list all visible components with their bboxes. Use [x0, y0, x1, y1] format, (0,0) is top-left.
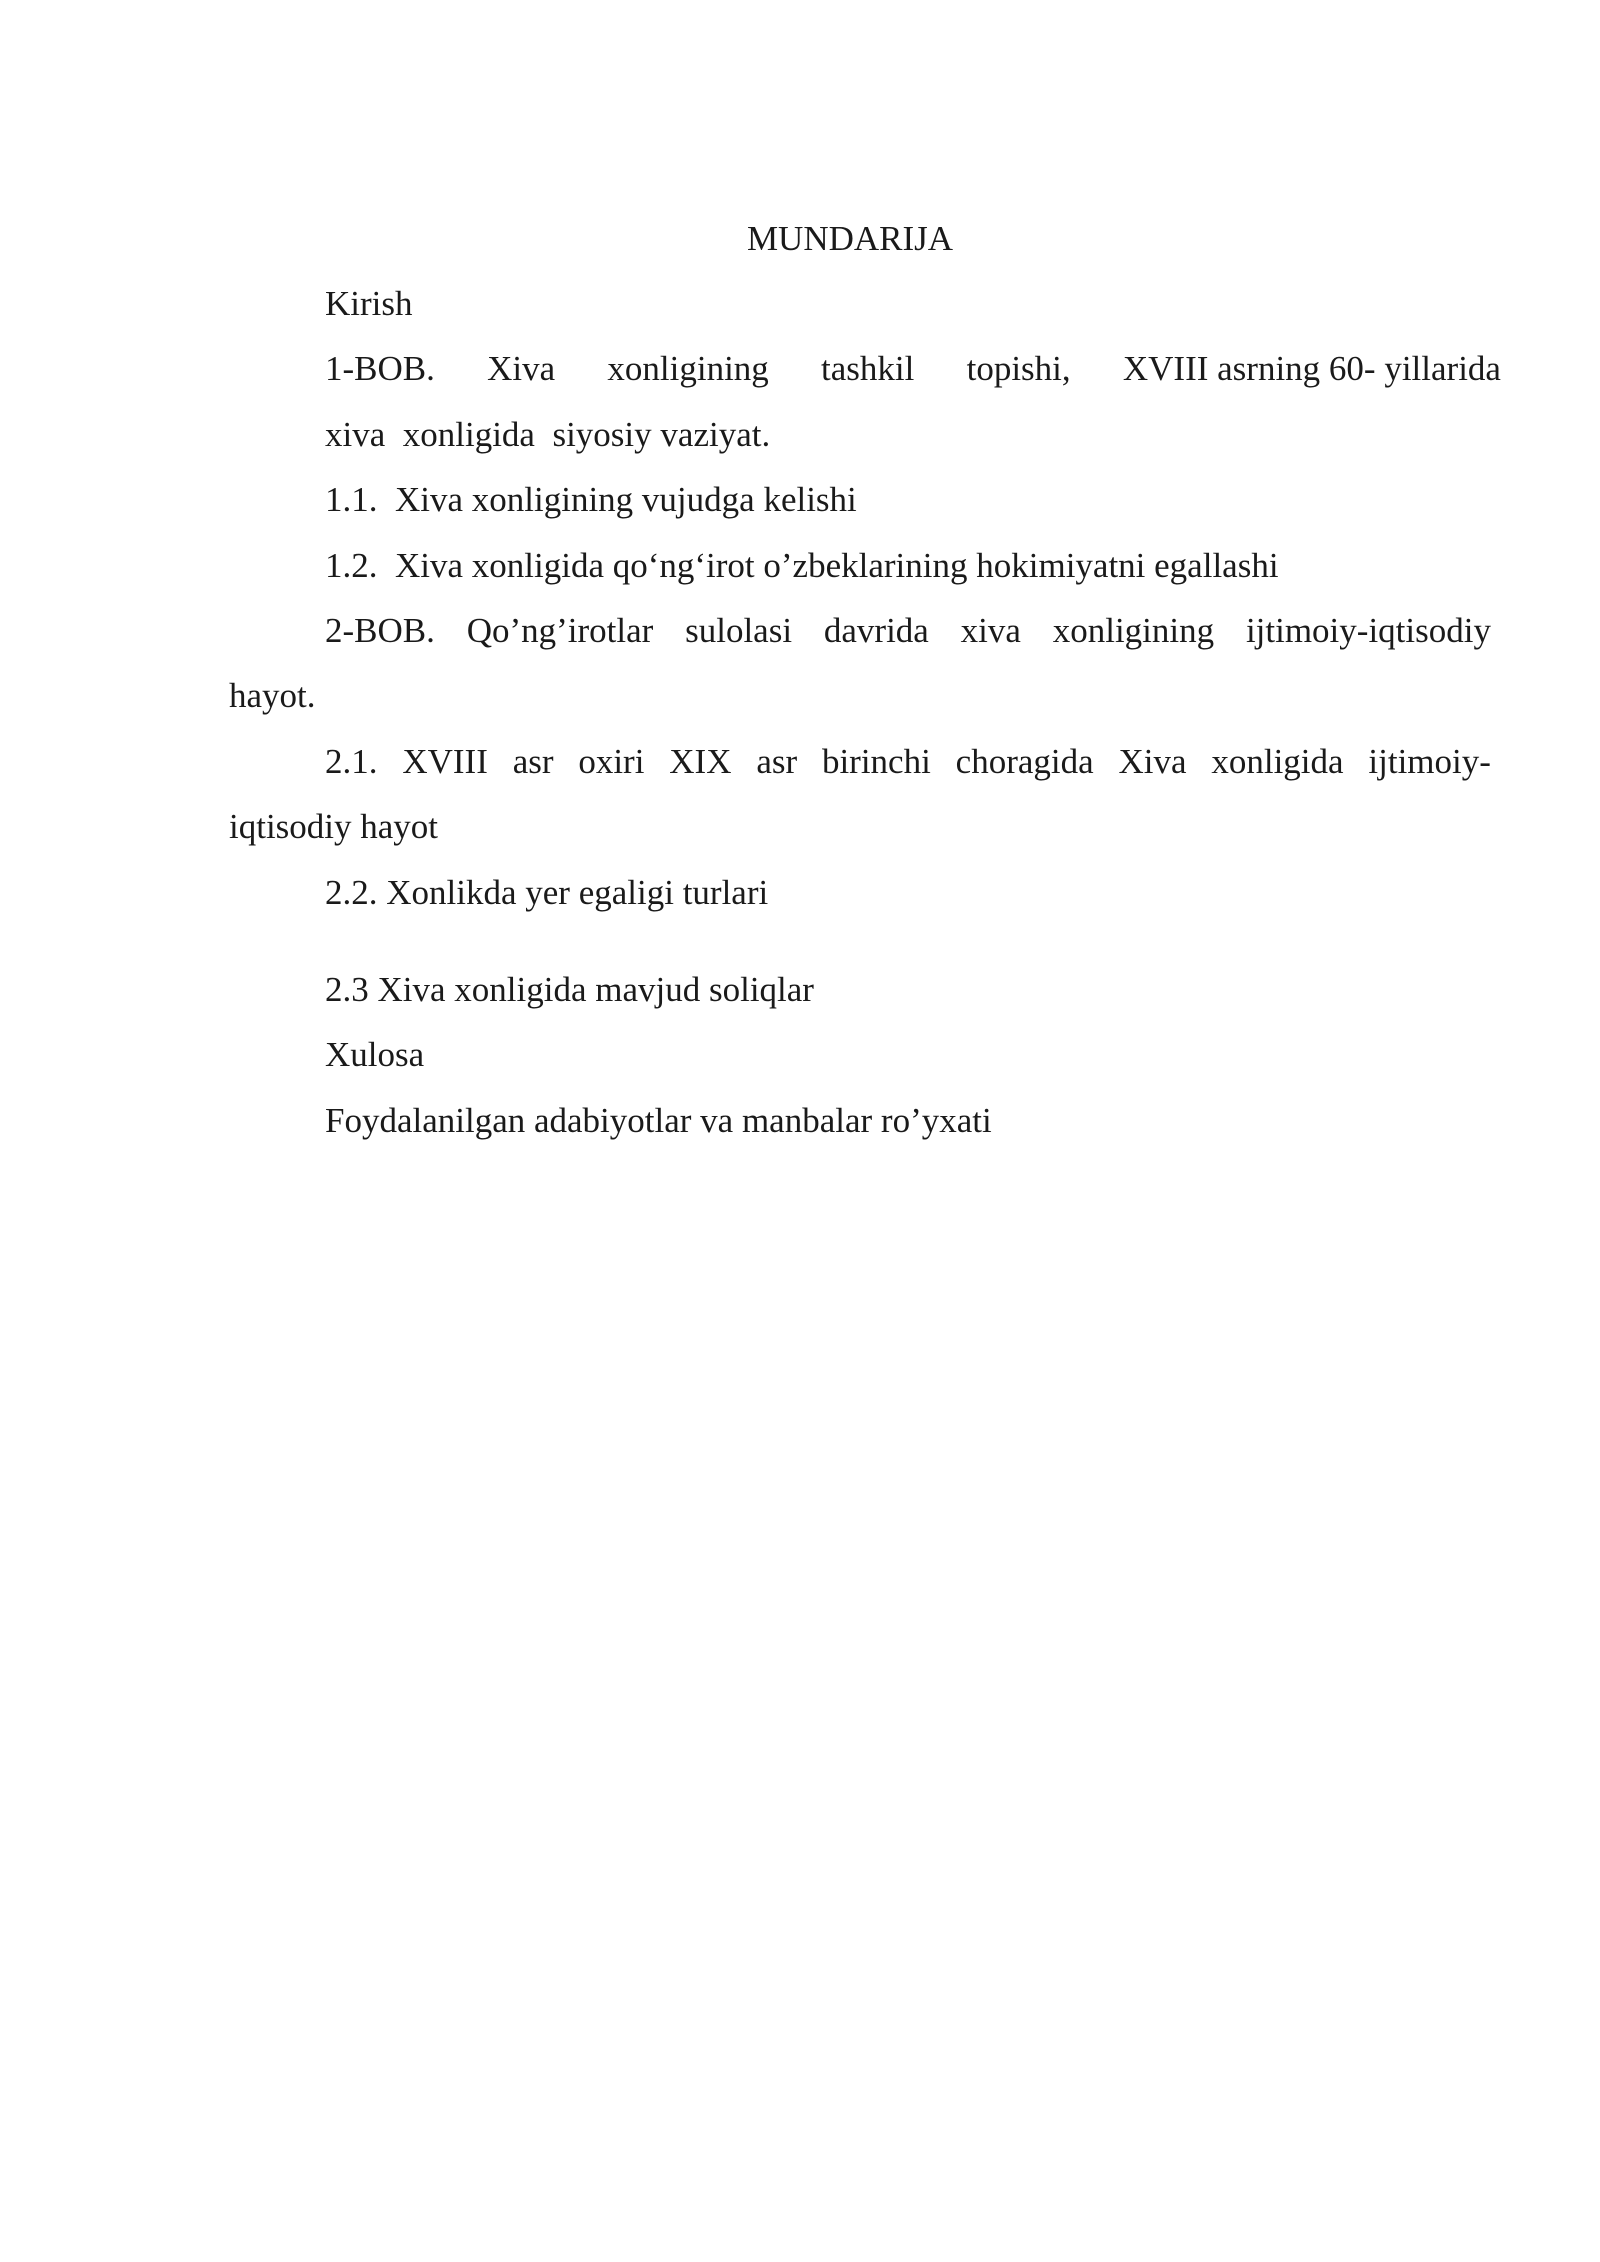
- toc-entry-2-1-word: birinchi: [821, 741, 931, 781]
- toc-entry-bob1-word: XVIII asrning 60- yillarida: [1122, 349, 1501, 389]
- toc-entry-1-2: 1.2. Xiva xonligida qo‘ng‘irot o’zbeklarining hokimiyatni egallashi: [325, 545, 1279, 585]
- toc-entry-2-1-word: XIX: [669, 741, 732, 781]
- toc-entry-bob2-line2: hayot.: [229, 676, 316, 716]
- toc-entry-bob1-word: 1-BOB.: [325, 349, 435, 389]
- toc-entry-bob2-word: ijtimoiy-iqtisodiy: [1245, 610, 1491, 650]
- toc-entry-bob1-line2: xiva xonligida siyosiy vaziyat.: [325, 414, 771, 454]
- toc-entry-2-1-word: asr: [756, 741, 798, 781]
- toc-entry-bob1-word: xonligining: [607, 349, 769, 389]
- toc-entry-2-1-word: ijtimoiy-: [1368, 741, 1491, 781]
- toc-entry-bob2-word: xonligining: [1052, 610, 1215, 650]
- toc-entry-kirish: Kirish: [325, 284, 413, 323]
- table-of-contents: [229, 283, 1501, 1165]
- toc-entry-bob1-word: topishi,: [966, 349, 1071, 389]
- toc-entry-bob2-line1: [229, 610, 1491, 675]
- toc-entry-2-1-word: XVIII: [402, 741, 488, 781]
- toc-entry-2-1-word: oxiri: [578, 741, 645, 781]
- toc-entry-bob1-word: tashkil: [821, 349, 915, 389]
- toc-entry-2-1-word: xonligida: [1211, 741, 1344, 781]
- toc-entry-2-1-line1: [229, 741, 1491, 806]
- page-title: MUNDARIJA: [746, 219, 954, 258]
- toc-entry-bob2-word: xiva: [960, 610, 1021, 650]
- toc-entry-2-1-word: Xiva: [1118, 741, 1187, 781]
- toc-entry-2-1-line2: iqtisodiy hayot: [229, 807, 439, 847]
- toc-entry-bob2-word: 2-BOB.: [325, 610, 435, 650]
- toc-entry-2-1-word: choragida: [955, 741, 1094, 781]
- spacer: [229, 937, 1491, 969]
- toc-entry-2-2: 2.2. Xonlikda yer egaligi turlari: [325, 872, 769, 912]
- toc-entry-bob2-word: davrida: [823, 610, 929, 650]
- toc-entry-xulosa: Xulosa: [325, 1035, 425, 1075]
- toc-entry-2-1-word: 2.1.: [325, 741, 378, 781]
- toc-entry-1-1: 1.1. Xiva xonligining vujudga kelishi: [325, 480, 857, 520]
- toc-entry-bob1-word: Xiva: [487, 349, 556, 389]
- toc-entry-2-3: 2.3 Xiva xonligida mavjud soliqlar: [325, 969, 814, 1009]
- toc-entry-adabiyotlar: Foydalanilgan adabiyotlar va manbalar ro’yxati: [325, 1100, 992, 1140]
- toc-entry-bob1-line1: [229, 348, 1501, 413]
- toc-entry-bob2-word: Qo’ng’irotlar: [466, 610, 654, 650]
- toc-entry-bob2-word: sulolasi: [685, 610, 793, 650]
- toc-entry-2-1-word: asr: [512, 741, 554, 781]
